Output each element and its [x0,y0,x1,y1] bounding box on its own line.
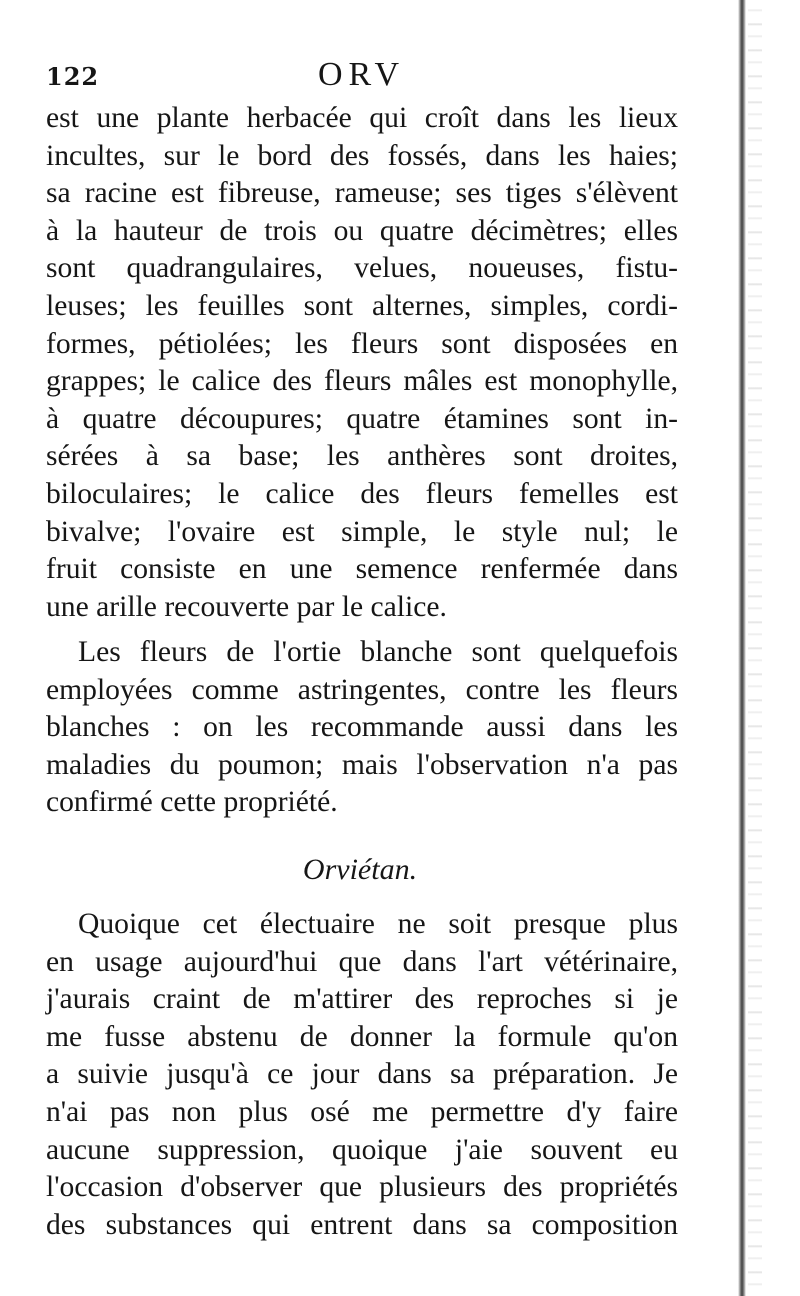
running-head: ORV [318,56,406,93]
text-line: aucune suppression, quoique j'aie souvent eu [46,1133,678,1166]
page-edge-texture [748,0,762,1296]
text-line: des substances qui entrent dans sa composition [46,1208,678,1241]
text-line: grappes; le calice des fleurs mâles est monophylle, [46,365,678,398]
paragraph-plant-description [46,100,678,626]
text-line: Quoique cet électuaire ne soit presque plus [78,908,678,940]
text-line: l'occasion d'observer que plusieurs des propriétés [46,1171,678,1204]
section-title: Orviétan. [302,853,418,886]
text-line: blanches : on les recommande aussi dans les [46,711,678,744]
text-line: bivalve; l'ovaire est simple, le style nul; le [46,515,678,548]
page-number: 122 [46,62,100,91]
page-header [46,56,686,96]
text-line: a suivie jusqu'à ce jour dans sa préparation. Je [46,1058,678,1091]
text-line: biloculaires; le calice des fleurs femelles est [46,477,678,510]
text-line: en usage aujourd'hui que dans l'art vétérinaire, [46,945,678,978]
text-line: une arille recouverte par le calice. [46,590,447,623]
text-line: formes, pétiolées; les fleurs sont disposées en [46,327,678,360]
text-line: leuses; les feuilles sont alternes, simples, cordi- [46,289,678,322]
text-line: Les fleurs de l'ortie blanche sont quelquefois [78,636,678,668]
text-line: sérées à sa base; les anthères sont droites, [46,440,678,473]
text-line: fruit consiste en une semence renfermée dans [46,553,678,586]
paragraph-uses [46,634,678,822]
text-line: sa racine est fibreuse, rameuse; ses tiges s'élèvent [46,177,678,210]
text-line: est une plante herbacée qui croît dans les lieux [46,102,678,134]
text-line: à quatre découpures; quatre étamines sont in- [46,402,678,435]
paragraph-orvietan [46,906,678,1244]
text-line: n'ai pas non plus osé me permettre d'y faire [46,1095,678,1128]
text-line: me fusse abstenu de donner la formule qu'on [46,1020,678,1053]
text-line: incultes, sur le bord des fossés, dans les haies; [46,139,678,172]
page-binding-edge [738,0,746,1296]
text-line: j'aurais craint de m'attirer des reproches si je [46,983,678,1016]
text-line: sont quadrangulaires, velues, noueuses, fistu- [46,252,678,285]
text-line: employées comme astringentes, contre les fleurs [46,673,678,706]
text-line: à la hauteur de trois ou quatre décimètres; elles [46,214,678,247]
text-line: confirmé cette propriété. [46,786,338,819]
text-line: maladies du poumon; mais l'observation n'a pas [46,748,678,781]
